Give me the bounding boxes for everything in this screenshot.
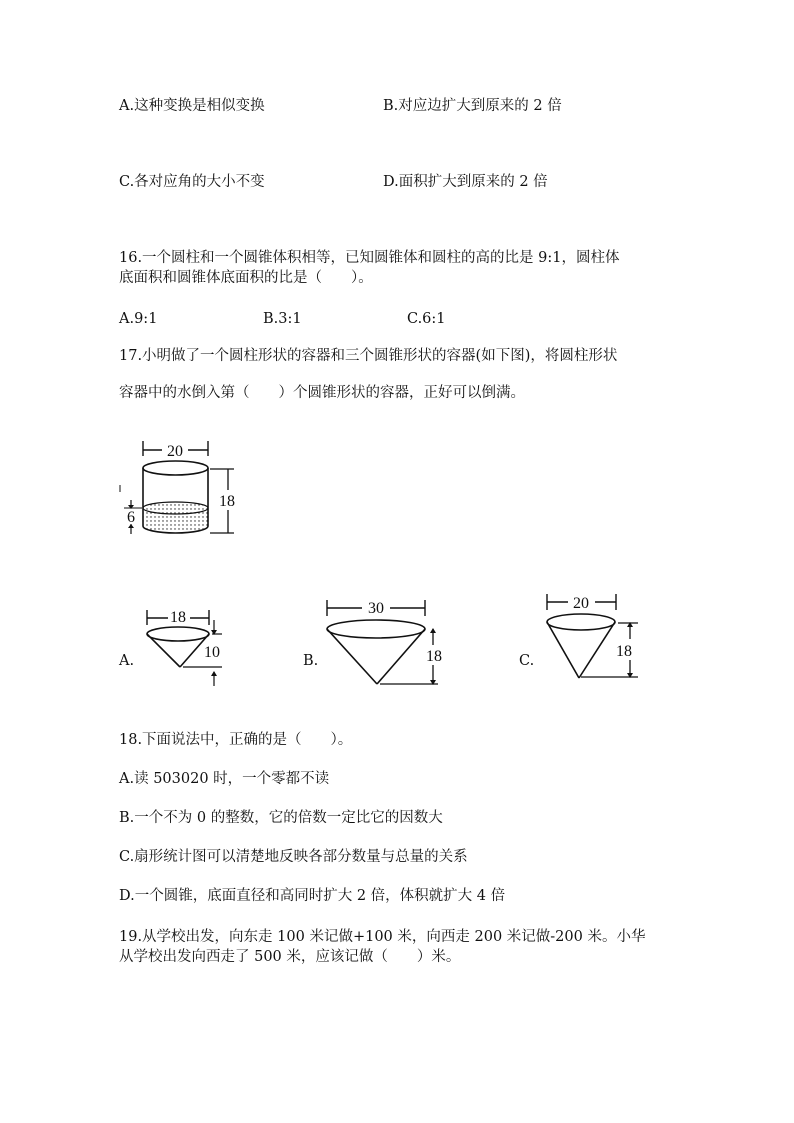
- cone-c-height-label: 18: [616, 643, 632, 660]
- cone-b-diameter-label: 30: [368, 600, 384, 617]
- cone-a-diameter-label: 18: [170, 609, 186, 626]
- cylinder-figure: [118, 436, 248, 551]
- q15-option-c: C.各对应角的大小不变: [119, 174, 265, 190]
- cone-a-option-label: A.: [119, 653, 135, 669]
- cone-b-figure: [320, 597, 460, 689]
- cone-c-diameter-label: 20: [573, 595, 589, 612]
- q19-stem-line2: 从学校出发向西走了 500 米，应该记做（ ）米。: [119, 949, 461, 965]
- cone-b-option-label: B.: [303, 653, 319, 669]
- q18-option-c: C.扇形统计图可以清楚地反映各部分数量与总量的关系: [119, 849, 468, 865]
- q19-stem-line1: 19.从学校出发，向东走 100 米记做+100 米，向西走 200 米记做-200 米。小华: [119, 929, 646, 945]
- q15-option-a: A.这种变换是相似变换: [119, 98, 265, 114]
- q18-stem: 18.下面说法中，正确的是（ ）。: [119, 732, 353, 748]
- q16-stem-line1: 16.一个圆柱和一个圆锥体积相等，已知圆锥体和圆柱的高的比是 9:1，圆柱体: [119, 250, 620, 266]
- q17-stem-line1: 17.小明做了一个圆柱形状的容器和三个圆锥形状的容器(如下图)，将圆柱形状: [119, 348, 618, 364]
- q18-option-d: D.一个圆锥，底面直径和高同时扩大 2 倍，体积就扩大 4 倍: [119, 888, 506, 904]
- q16-option-c: C.6:1: [407, 311, 446, 327]
- cone-c-figure: [540, 590, 650, 685]
- q17-stem-line2: 容器中的水倒入第（ ）个圆锥形状的容器，正好可以倒满。: [119, 385, 525, 401]
- cylinder-diameter-label: 20: [167, 443, 183, 460]
- q16-option-b: B.3:1: [263, 311, 302, 327]
- cone-a-figure: [140, 600, 240, 692]
- q15-option-d: D.面积扩大到原来的 2 倍: [383, 174, 548, 190]
- q16-stem-line2: 底面积和圆锥体底面积的比是（ ）。: [119, 270, 373, 286]
- cylinder-height-label: 18: [219, 493, 235, 510]
- q16-option-a: A.9:1: [119, 311, 158, 327]
- q15-option-b: B.对应边扩大到原来的 2 倍: [383, 98, 562, 114]
- cone-b-height-label: 18: [426, 648, 442, 665]
- cylinder-water-label: 6: [127, 509, 135, 526]
- q18-option-a: A.读 503020 时，一个零都不读: [119, 771, 330, 787]
- cone-c-option-label: C.: [519, 653, 535, 669]
- q18-option-b: B.一个不为 0 的整数，它的倍数一定比它的因数大: [119, 810, 443, 826]
- cone-a-height-label: 10: [204, 644, 220, 661]
